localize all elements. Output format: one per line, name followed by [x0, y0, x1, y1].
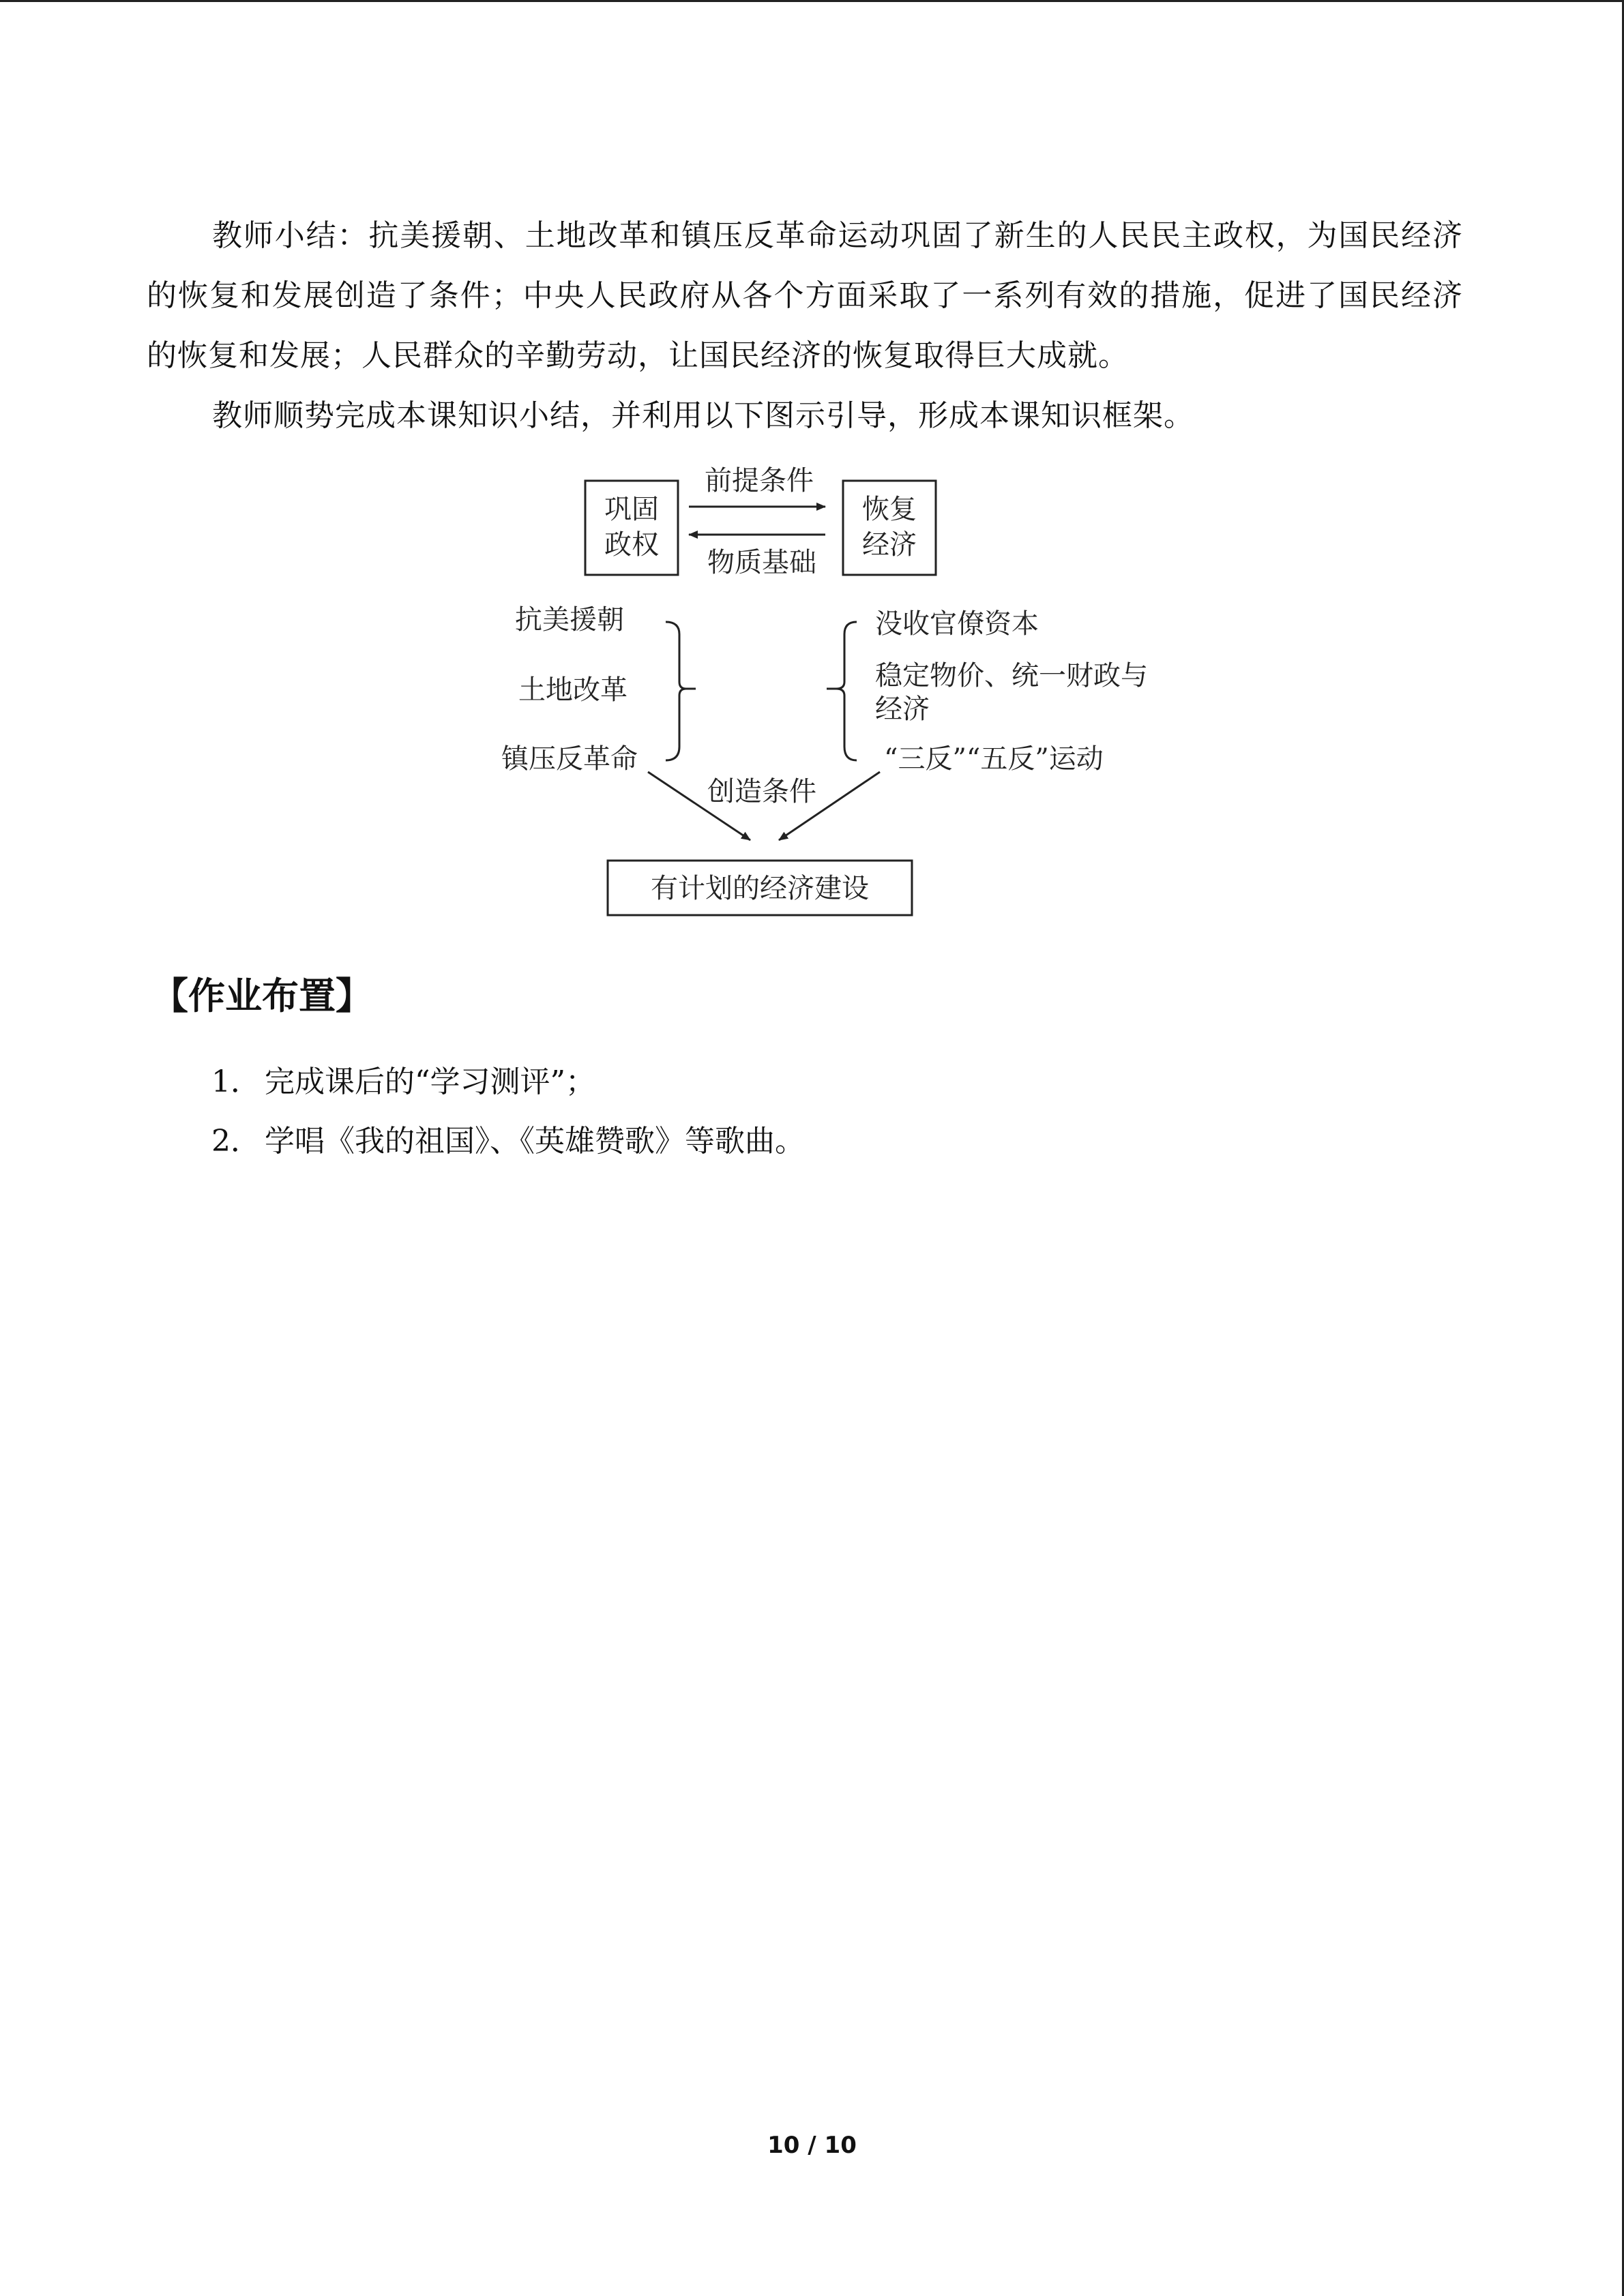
left-brace — [666, 622, 686, 760]
box-restore-economy-line2: 经济 — [862, 529, 917, 561]
homework-item-text: 完成课后的“学习测评”； — [265, 1064, 595, 1099]
left-item-1: 抗美援朝 — [515, 604, 624, 636]
arrow-label-prerequisite: 前提条件 — [705, 465, 814, 496]
right-item-3: “三反”“五反”运动 — [884, 743, 1104, 775]
framework-paragraph: 教师顺势完成本课知识小结，并利用以下图示引导，形成本课知识框架。 — [212, 398, 1194, 433]
right-item-2: 稳定物价、统一财政与 — [875, 660, 1148, 691]
box-consolidate-power-line2: 政权 — [604, 529, 659, 561]
right-item-1: 没收官僚资本 — [875, 608, 1039, 640]
right-brace — [836, 622, 857, 760]
box-planned-economy-label: 有计划的经济建设 — [651, 873, 869, 904]
right-item-2-cont: 经济 — [875, 694, 930, 725]
homework-item — [211, 1121, 805, 1162]
converge-label: 创造条件 — [707, 776, 816, 807]
box-restore-economy-line1: 恢复 — [862, 494, 917, 525]
homework-item-text: 学唱《我的祖国》、《英雄赞歌》等歌曲。 — [265, 1124, 805, 1159]
left-item-3: 镇压反革命 — [501, 743, 638, 775]
arrow-label-material-basis: 物质基础 — [707, 547, 816, 578]
page-number: 10 / 10 — [767, 2132, 857, 2159]
left-item-2: 土地改革 — [518, 674, 628, 706]
box-consolidate-power-line1: 巩固 — [604, 494, 659, 525]
homework-item — [211, 1062, 595, 1103]
summary-paragraph: 教师小结：抗美援朝、土地改革和镇压反革命运动巩固了新生的人民民主政权，为国民经济的恢复和发展创造了条件；中央人民政府从各个方面采取了一系列有效的措施，促进了国民经济的恢复和发展；人民群众的辛勤劳动，让国民经济的恢复取得巨大成就。 — [147, 218, 1463, 373]
homework-heading: 【作业布置】 — [151, 974, 372, 1017]
homework-item-number: 2． — [211, 1124, 261, 1159]
homework-item-number: 1． — [211, 1064, 261, 1099]
